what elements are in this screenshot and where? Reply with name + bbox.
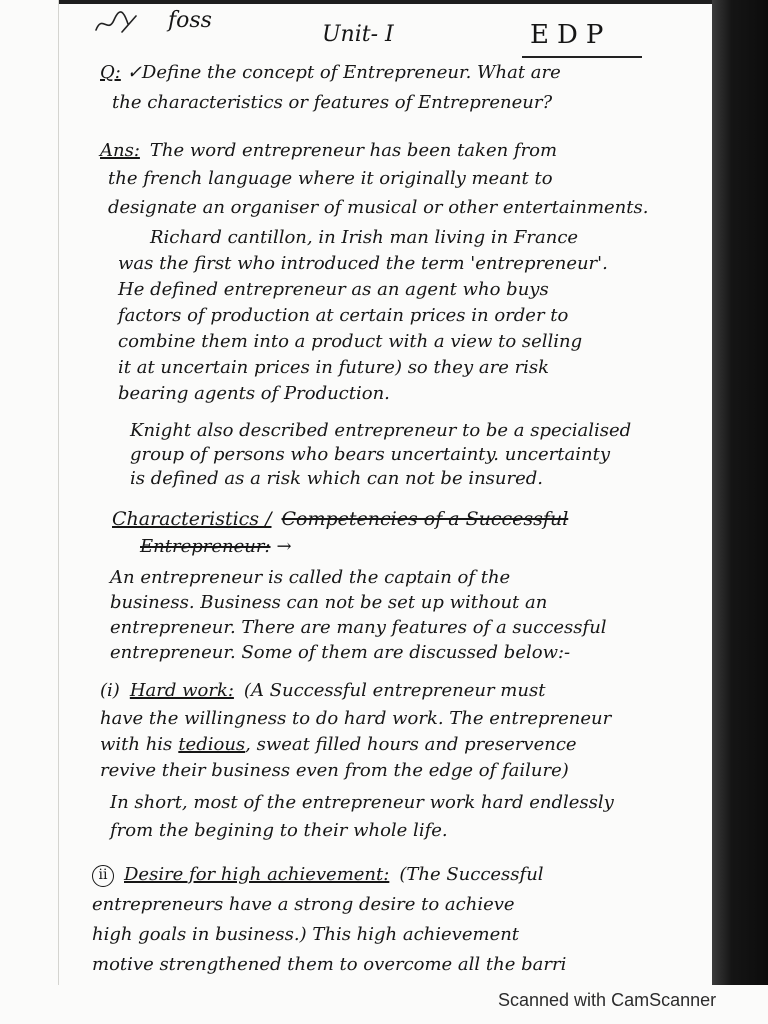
achievement-line-1 xyxy=(92,864,544,887)
hard-work-line: from the begining to their whole life. xyxy=(110,820,448,841)
answer-line-2: the french language where it originally meant to xyxy=(108,168,553,189)
question-text-1: Define the concept of Entrepreneur. What are xyxy=(141,62,561,83)
cantillon-line: factors of production at certain prices in order to xyxy=(118,305,569,326)
cantillon-line: Richard cantillon, in Irish man living in France xyxy=(150,227,579,248)
hard-work-line-2: have the willingness to do hard work. The entrepreneur xyxy=(100,708,612,729)
answer-line-1 xyxy=(100,140,557,162)
unit-title: Unit- I xyxy=(322,22,394,47)
point-number: ii xyxy=(92,865,114,887)
underlined-word: tedious xyxy=(178,734,246,755)
cantillon-line: combine them into a product with a view to selling xyxy=(118,331,583,352)
hard-work-line-3 xyxy=(100,734,577,756)
knight-line: Knight also described entrepreneur to be a specialised xyxy=(130,420,632,441)
scribble-mark xyxy=(92,8,140,38)
intro-line: entrepreneur. There are many features of a successful xyxy=(110,617,607,638)
tick-mark: ✓ xyxy=(126,62,142,83)
hard-work-line: revive their business even from the edge of failure) xyxy=(100,760,569,781)
intro-line: entrepreneur. Some of them are discussed below:- xyxy=(110,642,571,663)
answer-line-3: designate an organiser of musical or other entertainments. xyxy=(108,197,649,218)
point-title: Hard work: xyxy=(129,680,234,701)
page-top-edge xyxy=(58,0,712,4)
hard-work-text: , sweat filled hours and preservence xyxy=(245,734,577,755)
hard-work-line: In short, most of the entrepreneur work hard endlessly xyxy=(110,792,614,813)
arrow-icon: → xyxy=(276,536,292,557)
answer-label: Ans: xyxy=(100,140,140,161)
page-edge-shadow xyxy=(712,0,768,985)
subject-title: EDP xyxy=(530,20,612,50)
question-line-1 xyxy=(100,62,561,84)
scanner-watermark: Scanned with CamScanner xyxy=(498,990,717,1010)
knight-line: is defined as a risk which can not be insured. xyxy=(130,468,543,489)
point-number: (i) xyxy=(100,680,120,701)
cantillon-line: He defined entrepreneur as an agent who buys xyxy=(118,279,549,300)
heading-characteristics: Characteristics / xyxy=(112,508,272,530)
cantillon-line: bearing agents of Production. xyxy=(118,383,390,404)
question-line-2: the characteristics or features of Entrepreneur? xyxy=(112,92,553,113)
question-label: Q: xyxy=(100,62,121,83)
page-left-edge xyxy=(58,0,59,985)
achievement-line: motive strengthened them to overcome all the barri xyxy=(92,954,567,975)
achievement-line: high goals in business.) This high achievement xyxy=(92,924,520,945)
hard-work-line-1 xyxy=(100,680,545,702)
cantillon-line: was the first who introduced the term 'entrepreneur'. xyxy=(118,253,608,274)
page-code: foss xyxy=(168,8,212,33)
subject-underline xyxy=(522,56,642,58)
achievement-text: (The Successful xyxy=(399,864,544,885)
intro-line: business. Business can not be set up without an xyxy=(110,592,548,613)
hard-work-text: (A Successful entrepreneur must xyxy=(243,680,546,701)
characteristics-subheading xyxy=(140,536,292,558)
hard-work-text: with his xyxy=(100,734,173,755)
characteristics-heading xyxy=(112,508,568,530)
heading-struck-competencies: Competencies of a Successful xyxy=(281,508,569,530)
knight-line: group of persons who bears uncertainty. uncertainty xyxy=(130,444,610,465)
heading-struck-entrepreneur: Entrepreneur: xyxy=(140,536,271,557)
point-title: Desire for high achievement: xyxy=(124,864,390,885)
intro-line: An entrepreneur is called the captain of the xyxy=(110,567,511,588)
cantillon-line: it at uncertain prices in future) so they are risk xyxy=(118,357,550,378)
answer-text-1: The word entrepreneur has been taken from xyxy=(149,140,558,161)
achievement-line: entrepreneurs have a strong desire to achieve xyxy=(92,894,515,915)
